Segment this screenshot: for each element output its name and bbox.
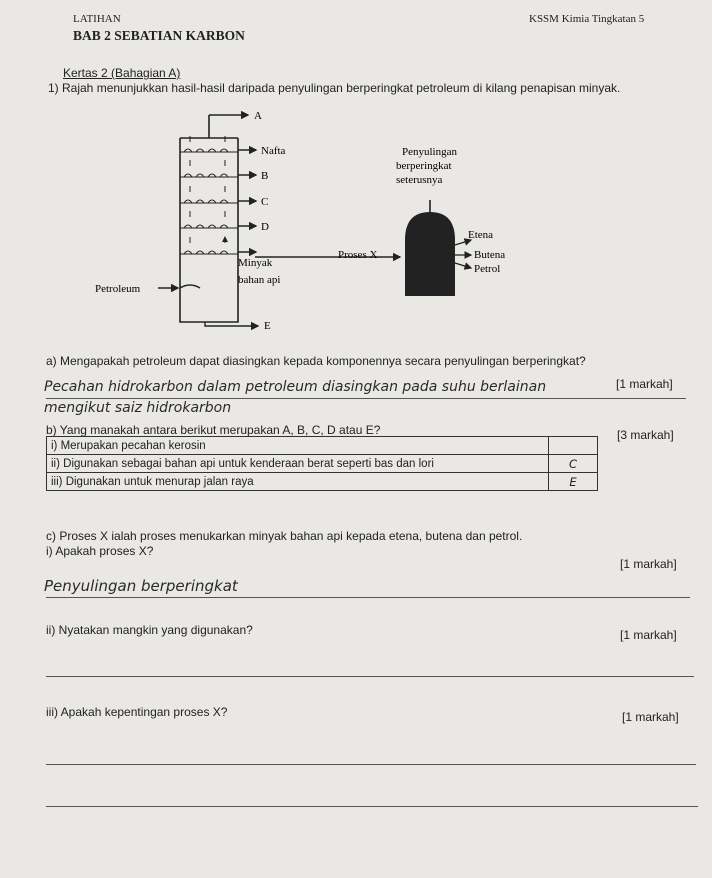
header-left: LATIHAN: [73, 13, 121, 25]
table-answer[interactable]: E: [549, 473, 598, 491]
question-a-answer-1: Pecahan hidrokarbon dalam petroleum diasingkan pada suhu berlainan: [44, 379, 547, 395]
label-a: A: [254, 110, 262, 122]
question-b: b) Yang manakah antara berikut merupakan A, B, C, D atau E?: [46, 423, 381, 437]
question-c-i-answer: Penyulingan berperingkat: [44, 577, 238, 595]
label-penyulingan-1: Penyulingan: [402, 146, 457, 158]
answer-line: [46, 597, 690, 598]
answer-line[interactable]: [46, 806, 698, 807]
question-c-intro: c) Proses X ialah proses menukarkan minyak bahan api kepada etena, butena dan petrol.: [46, 529, 523, 543]
chapter-title: BAB 2 SEBATIAN KARBON: [73, 28, 245, 43]
distillation-column: [180, 115, 238, 322]
question-c-iii-marks: [1 markah]: [622, 710, 679, 724]
question-c-i: i) Apakah proses X?: [46, 544, 154, 558]
table-answer[interactable]: [549, 437, 598, 455]
table-statement: iii) Digunakan untuk menurap jalan raya: [47, 473, 549, 491]
label-proses-x: Proses X: [338, 249, 378, 261]
label-e: E: [264, 320, 271, 332]
label-nafta: Nafta: [261, 145, 286, 157]
label-etena: Etena: [468, 229, 494, 241]
instruction-text: 1) Rajah menunjukkan hasil-hasil daripada penyulingan berperingkat petroleum di kilang penapisan minyak.: [48, 81, 621, 95]
question-c-i-marks: [1 markah]: [620, 557, 677, 571]
question-c-ii: ii) Nyatakan mangkin yang digunakan?: [46, 623, 253, 637]
label-b: B: [261, 170, 269, 182]
label-petroleum: Petroleum: [95, 283, 141, 295]
label-penyulingan-3: seterusnya: [396, 174, 443, 186]
column-trays: [180, 136, 238, 254]
answer-line[interactable]: [46, 676, 694, 677]
table-row: [47, 437, 598, 455]
label-bahan-api: bahan api: [238, 274, 281, 286]
header-right: KSSM Kimia Tingkatan 5: [529, 13, 645, 25]
table-answer[interactable]: C: [549, 455, 598, 473]
answer-line[interactable]: [46, 764, 696, 765]
label-c: C: [261, 196, 269, 208]
answer-line: [46, 398, 686, 399]
table-statement: i) Merupakan pecahan kerosin: [47, 437, 549, 455]
cracking-vessel: [405, 200, 455, 296]
question-c-iii: iii) Apakah kepentingan proses X?: [46, 705, 228, 719]
section-title: Kertas 2 (Bahagian A): [63, 66, 181, 80]
question-b-marks: [3 markah]: [617, 428, 674, 442]
table-statement: ii) Digunakan sebagai bahan api untuk kenderaan berat seperti bas dan lori: [47, 455, 549, 473]
table-row: [47, 473, 598, 491]
question-a-answer-2: mengikut saiz hidrokarbon: [44, 400, 232, 416]
answer-table: [46, 436, 598, 491]
question-c-ii-marks: [1 markah]: [620, 628, 677, 642]
label-d: D: [261, 221, 269, 233]
question-a: a) Mengapakah petroleum dapat diasingkan kepada komponennya secara penyulingan berperingkat?: [46, 354, 586, 368]
label-butena: Butena: [474, 249, 506, 261]
question-a-marks: [1 markah]: [616, 377, 673, 391]
label-penyulingan-2: berperingkat: [396, 160, 452, 172]
table-row: [47, 455, 598, 473]
fractional-distillation-diagram: [80, 100, 540, 340]
label-petrol: Petrol: [474, 263, 501, 275]
label-minyak: Minyak: [238, 257, 273, 269]
